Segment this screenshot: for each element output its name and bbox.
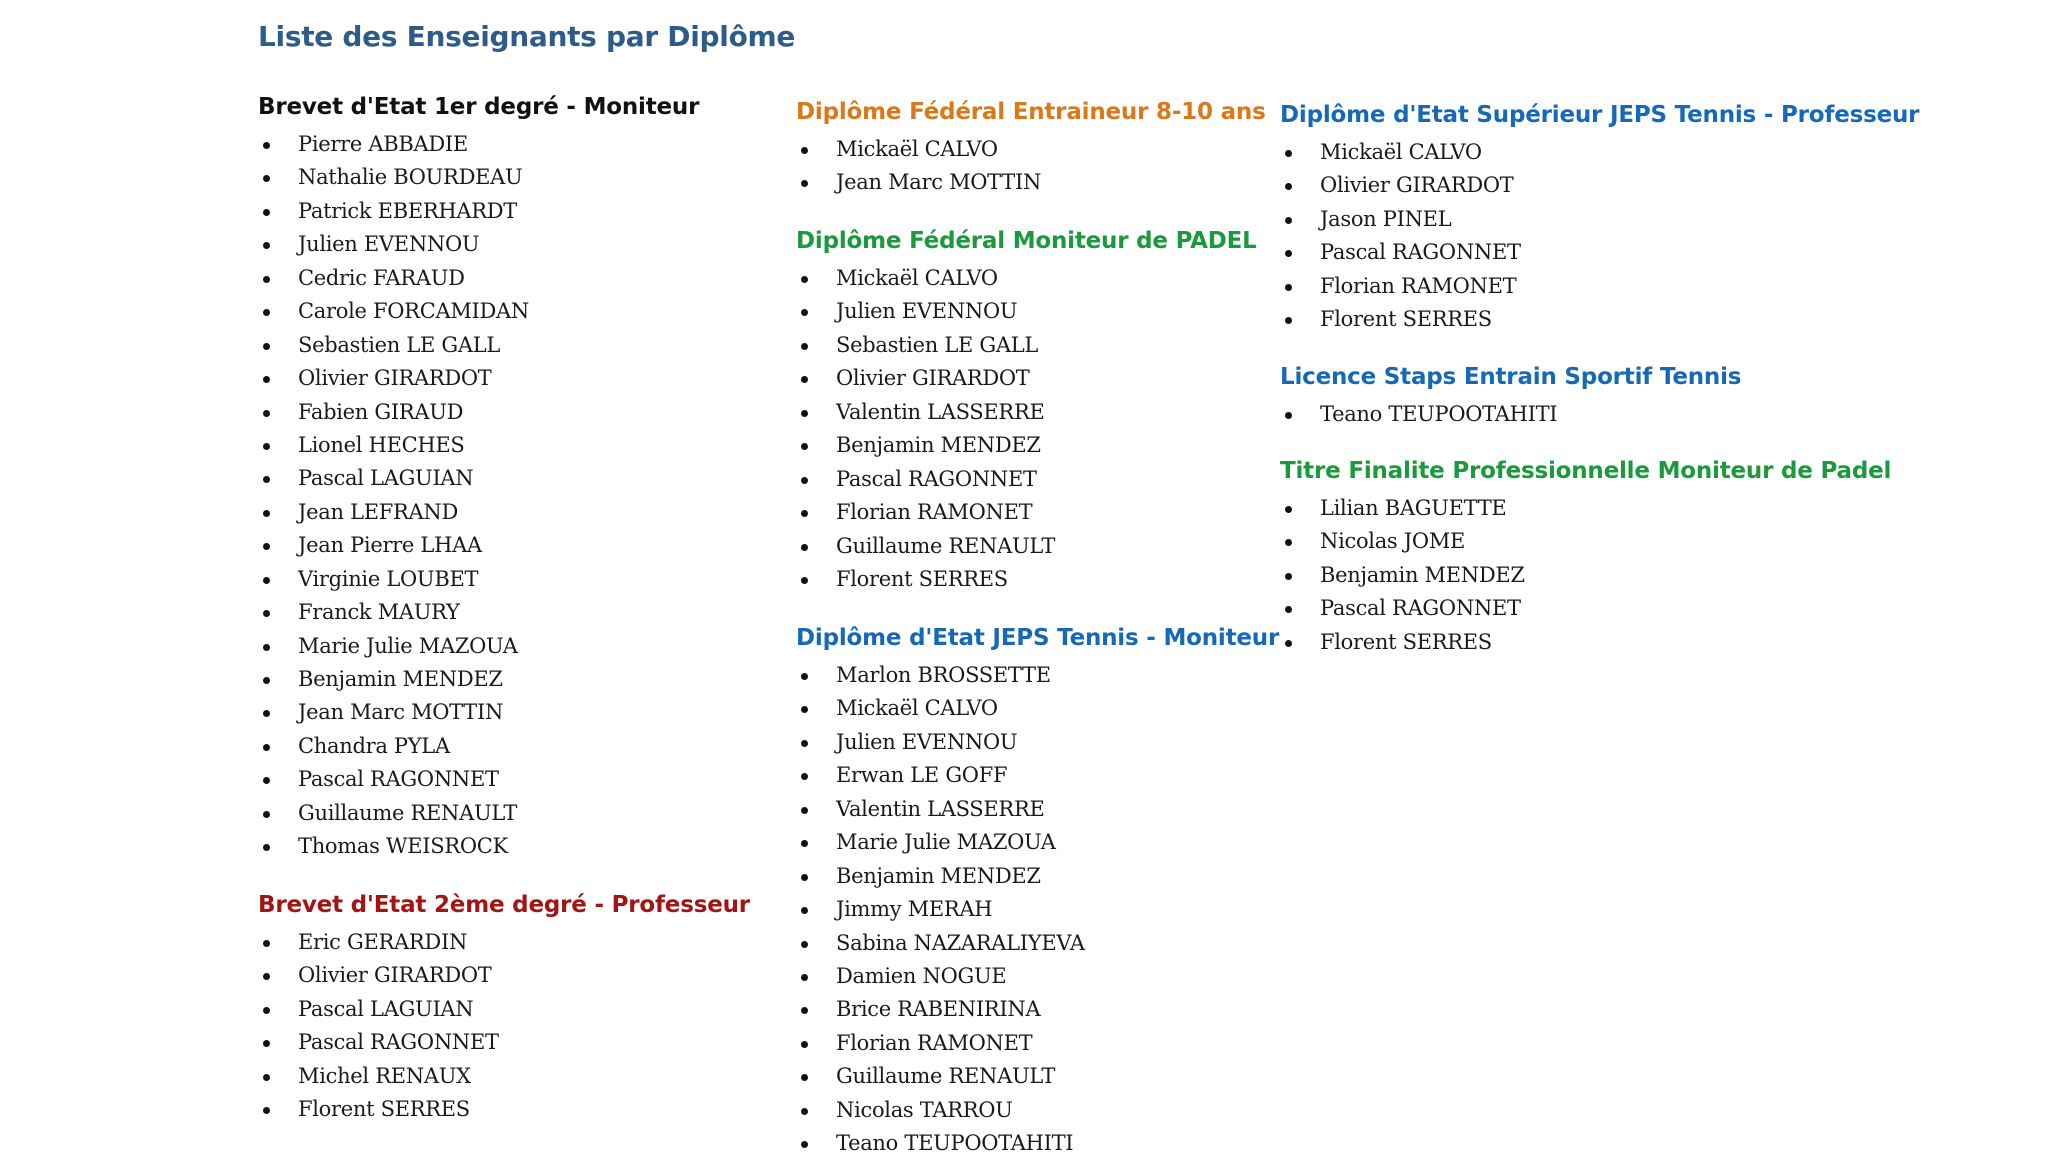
teacher-name: Sebastien LE GALL [298, 332, 501, 357]
list-item [796, 659, 1276, 692]
bullet-icon [263, 142, 270, 149]
bullet-icon [1285, 150, 1292, 157]
section-diplome-etat-jeps [796, 623, 1280, 1161]
teacher-name: Guillaume RENAULT [298, 800, 518, 825]
list-item [1280, 626, 1900, 659]
list-item [258, 262, 778, 295]
teacher-name: Pascal LAGUIAN [298, 466, 474, 491]
bullet-icon [1285, 573, 1292, 580]
teacher-name: Mickaël CALVO [1320, 140, 1482, 164]
list-item [258, 496, 778, 529]
teacher-name: Virginie LOUBET [298, 566, 479, 591]
bullet-icon [263, 476, 270, 483]
teacher-list [1280, 492, 1900, 659]
section-heading: Diplôme d'Etat JEPS Tennis - Moniteur [796, 625, 1280, 651]
teacher-name: Jean LEFRAND [298, 499, 459, 524]
list-item [258, 696, 778, 729]
bullet-icon [801, 410, 808, 417]
list-item [258, 429, 778, 462]
list-item [1280, 398, 1900, 431]
list-item [796, 960, 1276, 993]
list-item [1280, 236, 1900, 269]
bullet-icon [801, 276, 808, 283]
bullet-icon [263, 610, 270, 617]
teacher-name: Pascal RAGONNET [836, 466, 1037, 491]
list-item [796, 262, 1276, 295]
teacher-name: Marie Julie MAZOUA [836, 830, 1056, 855]
bullet-icon [263, 543, 270, 550]
bullet-icon [263, 376, 270, 383]
list-item [1280, 559, 1900, 592]
teacher-name: Mickaël CALVO [836, 696, 998, 721]
list-item [796, 826, 1276, 859]
list-item [1280, 169, 1900, 202]
list-item [796, 927, 1276, 960]
bullet-icon [801, 740, 808, 747]
teacher-name: Fabien GIRAUD [298, 399, 464, 424]
bullet-icon [263, 844, 270, 851]
teacher-name: Cedric FARAUD [298, 265, 465, 290]
teacher-name: Erwan LE GOFF [836, 763, 1008, 788]
teacher-name: Mickaël CALVO [836, 266, 998, 290]
teacher-list [796, 133, 1276, 200]
teacher-name: Carole FORCAMIDAN [298, 299, 529, 324]
bullet-icon [263, 309, 270, 316]
teacher-name: Benjamin MENDEZ [836, 433, 1041, 458]
teacher-name: Olivier GIRARDOT [298, 366, 492, 391]
list-item [258, 926, 778, 959]
bullet-icon [801, 1141, 808, 1148]
bullet-icon [801, 1007, 808, 1014]
list-item [258, 763, 778, 796]
teacher-list [1280, 398, 1900, 431]
teacher-name: Jimmy MERAH [836, 897, 993, 922]
list-item [796, 759, 1276, 792]
bullet-icon [263, 443, 270, 450]
list-item [796, 133, 1276, 166]
bullet-icon [1285, 217, 1292, 224]
list-item [796, 793, 1276, 826]
teacher-name: Florian RAMONET [836, 1030, 1033, 1055]
teacher-name: Eric GERARDIN [298, 930, 468, 954]
teacher-name: Jean Pierre LHAA [298, 533, 482, 558]
teacher-name: Jean Marc MOTTIN [836, 170, 1042, 195]
bullet-icon [263, 644, 270, 651]
bullet-icon [801, 673, 808, 680]
bullet-icon [801, 510, 808, 517]
section-heading: Titre Finalite Professionnelle Moniteur de Padel [1280, 458, 1892, 484]
bullet-icon [263, 811, 270, 818]
bullet-icon [801, 974, 808, 981]
teacher-name: Florent SERRES [1320, 307, 1492, 332]
teacher-name: Florent SERRES [836, 566, 1008, 591]
list-item [1280, 592, 1900, 625]
list-item [258, 830, 778, 863]
teacher-name: Olivier GIRARDOT [836, 366, 1030, 391]
bullet-icon [1285, 506, 1292, 513]
teacher-name: Benjamin MENDEZ [836, 863, 1041, 888]
section-heading: Diplôme d'Etat Supérieur JEPS Tennis - Professeur [1280, 102, 1920, 128]
section-heading: Diplôme Fédéral Entraineur 8-10 ans [796, 99, 1266, 125]
bullet-icon [263, 1040, 270, 1047]
list-item [796, 496, 1276, 529]
teacher-name: Nicolas JOME [1320, 529, 1466, 554]
bullet-icon [801, 1074, 808, 1081]
list-item [796, 295, 1276, 328]
teacher-name: Florian RAMONET [1320, 273, 1517, 298]
teacher-name: Florent SERRES [1320, 629, 1492, 654]
bullet-icon [263, 677, 270, 684]
section-heading: Brevet d'Etat 2ème degré - Professeur [258, 892, 750, 918]
list-item [796, 530, 1276, 563]
teacher-name: Teano TEUPOOTAHITI [836, 1131, 1074, 1156]
section-heading: Diplôme Fédéral Moniteur de PADEL [796, 228, 1257, 254]
section-heading: Brevet d'Etat 1er degré - Moniteur [258, 94, 700, 120]
teacher-name: Pascal LAGUIAN [298, 996, 474, 1021]
teacher-name: Sabina NAZARALIYEVA [836, 930, 1085, 955]
bullet-icon [263, 577, 270, 584]
bullet-icon [801, 941, 808, 948]
list-item [796, 429, 1276, 462]
teacher-list [258, 926, 778, 1127]
teacher-name: Chandra PYLA [298, 733, 450, 758]
teacher-list [796, 659, 1276, 1161]
bullet-icon [263, 1074, 270, 1081]
teacher-name: Pascal RAGONNET [298, 767, 499, 792]
list-item [258, 161, 778, 194]
section-brevet-etat-1er-degre [258, 92, 778, 864]
bullet-icon [1285, 317, 1292, 324]
section-diplome-federal-padel [796, 226, 1276, 596]
teacher-name: Patrick EBERHARDT [298, 198, 517, 223]
bullet-icon [263, 276, 270, 283]
section-heading: Licence Staps Entrain Sportif Tennis [1280, 364, 1742, 390]
teacher-list [258, 128, 778, 864]
list-item [1280, 136, 1900, 169]
teacher-name: Teano TEUPOOTAHITI [1320, 402, 1558, 426]
list-item [796, 563, 1276, 596]
list-item [796, 1127, 1276, 1160]
list-item [258, 228, 778, 261]
list-item [796, 893, 1276, 926]
list-item [258, 663, 778, 696]
list-item [258, 993, 778, 1026]
bullet-icon [263, 1007, 270, 1014]
bullet-icon [801, 376, 808, 383]
bullet-icon [263, 209, 270, 216]
section-licence-staps [1280, 362, 1900, 431]
bullet-icon [801, 544, 808, 551]
list-item [1280, 203, 1900, 236]
teacher-name: Jason PINEL [1320, 206, 1452, 231]
teacher-name: Jean Marc MOTTIN [298, 700, 504, 725]
teacher-name: Pascal RAGONNET [298, 1030, 499, 1055]
teacher-list [1280, 136, 1900, 337]
teacher-name: Brice RABENIRINA [836, 997, 1041, 1022]
list-item [796, 860, 1276, 893]
page-title: Liste des Enseignants par Diplôme [258, 20, 796, 53]
list-item [796, 166, 1276, 199]
teacher-name: Valentin LASSERRE [836, 399, 1045, 424]
bullet-icon [801, 907, 808, 914]
bullet-icon [1285, 183, 1292, 190]
teacher-name: Michel RENAUX [298, 1063, 471, 1088]
list-item [1280, 525, 1900, 558]
teacher-name: Damien NOGUE [836, 963, 1007, 988]
teacher-name: Nicolas TARROU [836, 1097, 1013, 1122]
bullet-icon [263, 175, 270, 182]
teacher-name: Marie Julie MAZOUA [298, 633, 518, 658]
bullet-icon [1285, 640, 1292, 647]
teacher-name: Lilian BAGUETTE [1320, 496, 1507, 520]
bullet-icon [1285, 250, 1292, 257]
teacher-name: Benjamin MENDEZ [298, 667, 503, 691]
bullet-icon [263, 242, 270, 249]
list-item [796, 692, 1276, 725]
teacher-name: Franck MAURY [298, 600, 460, 625]
teacher-name: Julien EVENNOU [298, 232, 480, 257]
list-item [258, 462, 778, 495]
list-item [258, 630, 778, 663]
teacher-name: Nathalie BOURDEAU [298, 165, 523, 190]
bullet-icon [801, 807, 808, 814]
bullet-icon [801, 343, 808, 350]
teacher-name: Valentin LASSERRE [836, 796, 1045, 821]
teacher-name: Pascal RAGONNET [1320, 596, 1521, 621]
list-item [258, 128, 778, 161]
section-diplome-federal-entraineur [796, 97, 1276, 200]
section-diplome-etat-superieur-jeps [1280, 100, 1920, 337]
bullet-icon [263, 973, 270, 980]
bullet-icon [801, 477, 808, 484]
list-item [258, 529, 778, 562]
teacher-name: Florent SERRES [298, 1097, 470, 1122]
bullet-icon [1285, 412, 1292, 419]
list-item [796, 362, 1276, 395]
list-item [258, 563, 778, 596]
teacher-name: Pierre ABBADIE [298, 132, 468, 156]
bullet-icon [263, 510, 270, 517]
bullet-icon [263, 940, 270, 947]
teacher-name: Julien EVENNOU [836, 299, 1018, 324]
teacher-name: Sebastien LE GALL [836, 332, 1039, 357]
teacher-name: Florian RAMONET [836, 500, 1033, 525]
list-item [258, 329, 778, 362]
teacher-name: Mickaël CALVO [836, 137, 998, 161]
bullet-icon [801, 840, 808, 847]
bullet-icon [263, 1107, 270, 1114]
list-item [796, 396, 1276, 429]
teacher-name: Lionel HECHES [298, 432, 465, 457]
bullet-icon [801, 1041, 808, 1048]
list-item [796, 1094, 1276, 1127]
bullet-icon [1285, 539, 1292, 546]
list-item [258, 730, 778, 763]
list-item [258, 959, 778, 992]
bullet-icon [263, 710, 270, 717]
teacher-name: Marlon BROSSETTE [836, 663, 1051, 687]
bullet-icon [801, 443, 808, 450]
list-item [1280, 492, 1900, 525]
list-item [796, 1060, 1276, 1093]
list-item [258, 1093, 778, 1126]
bullet-icon [263, 410, 270, 417]
teacher-name: Julien EVENNOU [836, 729, 1018, 754]
list-item [1280, 303, 1900, 336]
list-item [258, 596, 778, 629]
bullet-icon [1285, 606, 1292, 613]
section-titre-finalite-padel [1280, 456, 1900, 659]
list-item [1280, 270, 1900, 303]
bullet-icon [1285, 284, 1292, 291]
bullet-icon [263, 343, 270, 350]
teacher-name: Thomas WEISROCK [298, 834, 508, 859]
list-item [258, 1060, 778, 1093]
list-item [258, 1026, 778, 1059]
teacher-list [796, 262, 1276, 596]
bullet-icon [263, 777, 270, 784]
list-item [258, 362, 778, 395]
bullet-icon [801, 147, 808, 154]
list-item [796, 993, 1276, 1026]
list-item [796, 1027, 1276, 1060]
teacher-name: Guillaume RENAULT [836, 1064, 1056, 1089]
list-item [258, 396, 778, 429]
list-item [258, 797, 778, 830]
bullet-icon [801, 874, 808, 881]
section-brevet-etat-2eme-degre [258, 890, 778, 1127]
teacher-name: Benjamin MENDEZ [1320, 562, 1525, 587]
list-item [796, 726, 1276, 759]
bullet-icon [801, 577, 808, 584]
teacher-name: Guillaume RENAULT [836, 533, 1056, 558]
bullet-icon [801, 180, 808, 187]
bullet-icon [801, 773, 808, 780]
list-item [258, 295, 778, 328]
teacher-name: Pascal RAGONNET [1320, 240, 1521, 265]
teacher-name: Olivier GIRARDOT [298, 963, 492, 988]
list-item [796, 463, 1276, 496]
bullet-icon [801, 706, 808, 713]
bullet-icon [801, 1108, 808, 1115]
list-item [796, 329, 1276, 362]
teacher-name: Olivier GIRARDOT [1320, 173, 1514, 198]
bullet-icon [801, 309, 808, 316]
list-item [258, 195, 778, 228]
bullet-icon [263, 744, 270, 751]
